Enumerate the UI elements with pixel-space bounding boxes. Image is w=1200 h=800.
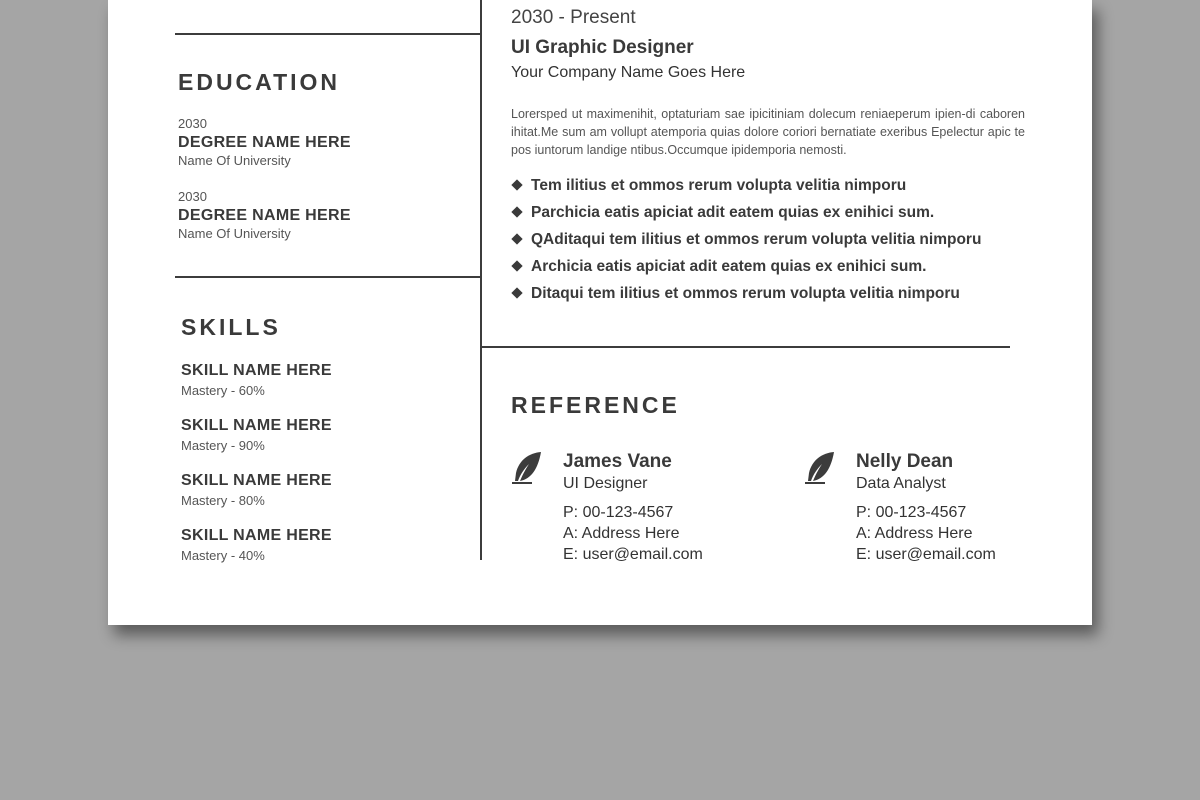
skills-heading: SKILLS [181, 314, 281, 340]
bullet-text: Tem ilitius et ommos rerum volupta velitia nimporu [531, 177, 907, 194]
reference-email: E: user@email.com [856, 546, 996, 563]
education-degree: DEGREE NAME HERE [178, 134, 351, 151]
skill-mastery: Mastery - 60% [181, 383, 265, 398]
skill-mastery: Mastery - 80% [181, 493, 265, 508]
divider-vertical [480, 0, 482, 560]
reference-email: E: user@email.com [563, 546, 703, 563]
reference-phone: P: 00-123-4567 [856, 504, 967, 521]
experience-date-range: 2030 - Present [511, 7, 636, 28]
reference-role: Data Analyst [856, 475, 946, 492]
education-heading: EDUCATION [178, 69, 341, 95]
divider-right [481, 346, 1010, 348]
bullet-text: QAditaqui tem ilitius et ommos rerum volupta velitia nimporu [531, 231, 982, 248]
skill-name: SKILL NAME HERE [181, 417, 332, 434]
bullet-item [511, 284, 981, 311]
reference-role: UI Designer [563, 475, 648, 492]
bullet-item [511, 257, 981, 284]
divider-top-left [175, 33, 481, 35]
experience-bullet-list [511, 176, 981, 311]
skill-name: SKILL NAME HERE [181, 472, 332, 489]
reference-card [856, 451, 996, 565]
education-university: Name Of University [178, 153, 291, 168]
bullet-text: Parchicia eatis apiciat adit eatem quias ex enihici sum. [531, 204, 935, 221]
education-item [178, 116, 351, 168]
reference-address: A: Address Here [856, 525, 973, 542]
skill-item [181, 527, 332, 563]
reference-name: James Vane [563, 451, 672, 472]
skill-name: SKILL NAME HERE [181, 527, 332, 544]
feather-icon [804, 451, 836, 485]
bullet-item [511, 203, 981, 230]
skill-mastery: Mastery - 90% [181, 438, 265, 453]
education-year: 2030 [178, 189, 207, 204]
skill-item [181, 417, 332, 453]
bullet-item [511, 230, 981, 257]
diamond-bullet-icon [511, 287, 522, 298]
skill-item [181, 362, 332, 398]
feather-icon [511, 451, 543, 485]
bullet-text: Archicia eatis apiciat adit eatem quias ex enihici sum. [531, 258, 927, 275]
reference-name: Nelly Dean [856, 451, 954, 472]
reference-phone: P: 00-123-4567 [563, 504, 674, 521]
resume-page [108, 0, 1092, 625]
education-degree: DEGREE NAME HERE [178, 207, 351, 224]
reference-heading: REFERENCE [511, 392, 680, 418]
diamond-bullet-icon [511, 260, 522, 271]
education-university: Name Of University [178, 226, 291, 241]
experience-job-title: UI Graphic Designer [511, 37, 694, 58]
bullet-text: Ditaqui tem ilitius et ommos rerum volupta velitia nimporu [531, 285, 960, 302]
education-item [178, 189, 351, 241]
experience-description: Lorersped ut maximenihit, optaturiam sae ipicitiniam dolecum reniaeperum ipien-di caboren ihitat.Me sum am vollupt atemporia quias dolore coriori bernatiate exeribus Epelectur apic te pos iuntorum landige ntibus.Occumque ipidemporia nemosti. [511, 107, 1025, 157]
experience-company: Your Company Name Goes Here [511, 64, 746, 81]
skill-mastery: Mastery - 40% [181, 548, 265, 563]
education-year: 2030 [178, 116, 207, 131]
skill-item [181, 472, 332, 508]
bullet-item [511, 176, 981, 203]
diamond-bullet-icon [511, 179, 522, 190]
reference-address: A: Address Here [563, 525, 680, 542]
divider-mid-left [175, 276, 481, 278]
reference-card [563, 451, 703, 565]
skill-name: SKILL NAME HERE [181, 362, 332, 379]
diamond-bullet-icon [511, 233, 522, 244]
diamond-bullet-icon [511, 206, 522, 217]
